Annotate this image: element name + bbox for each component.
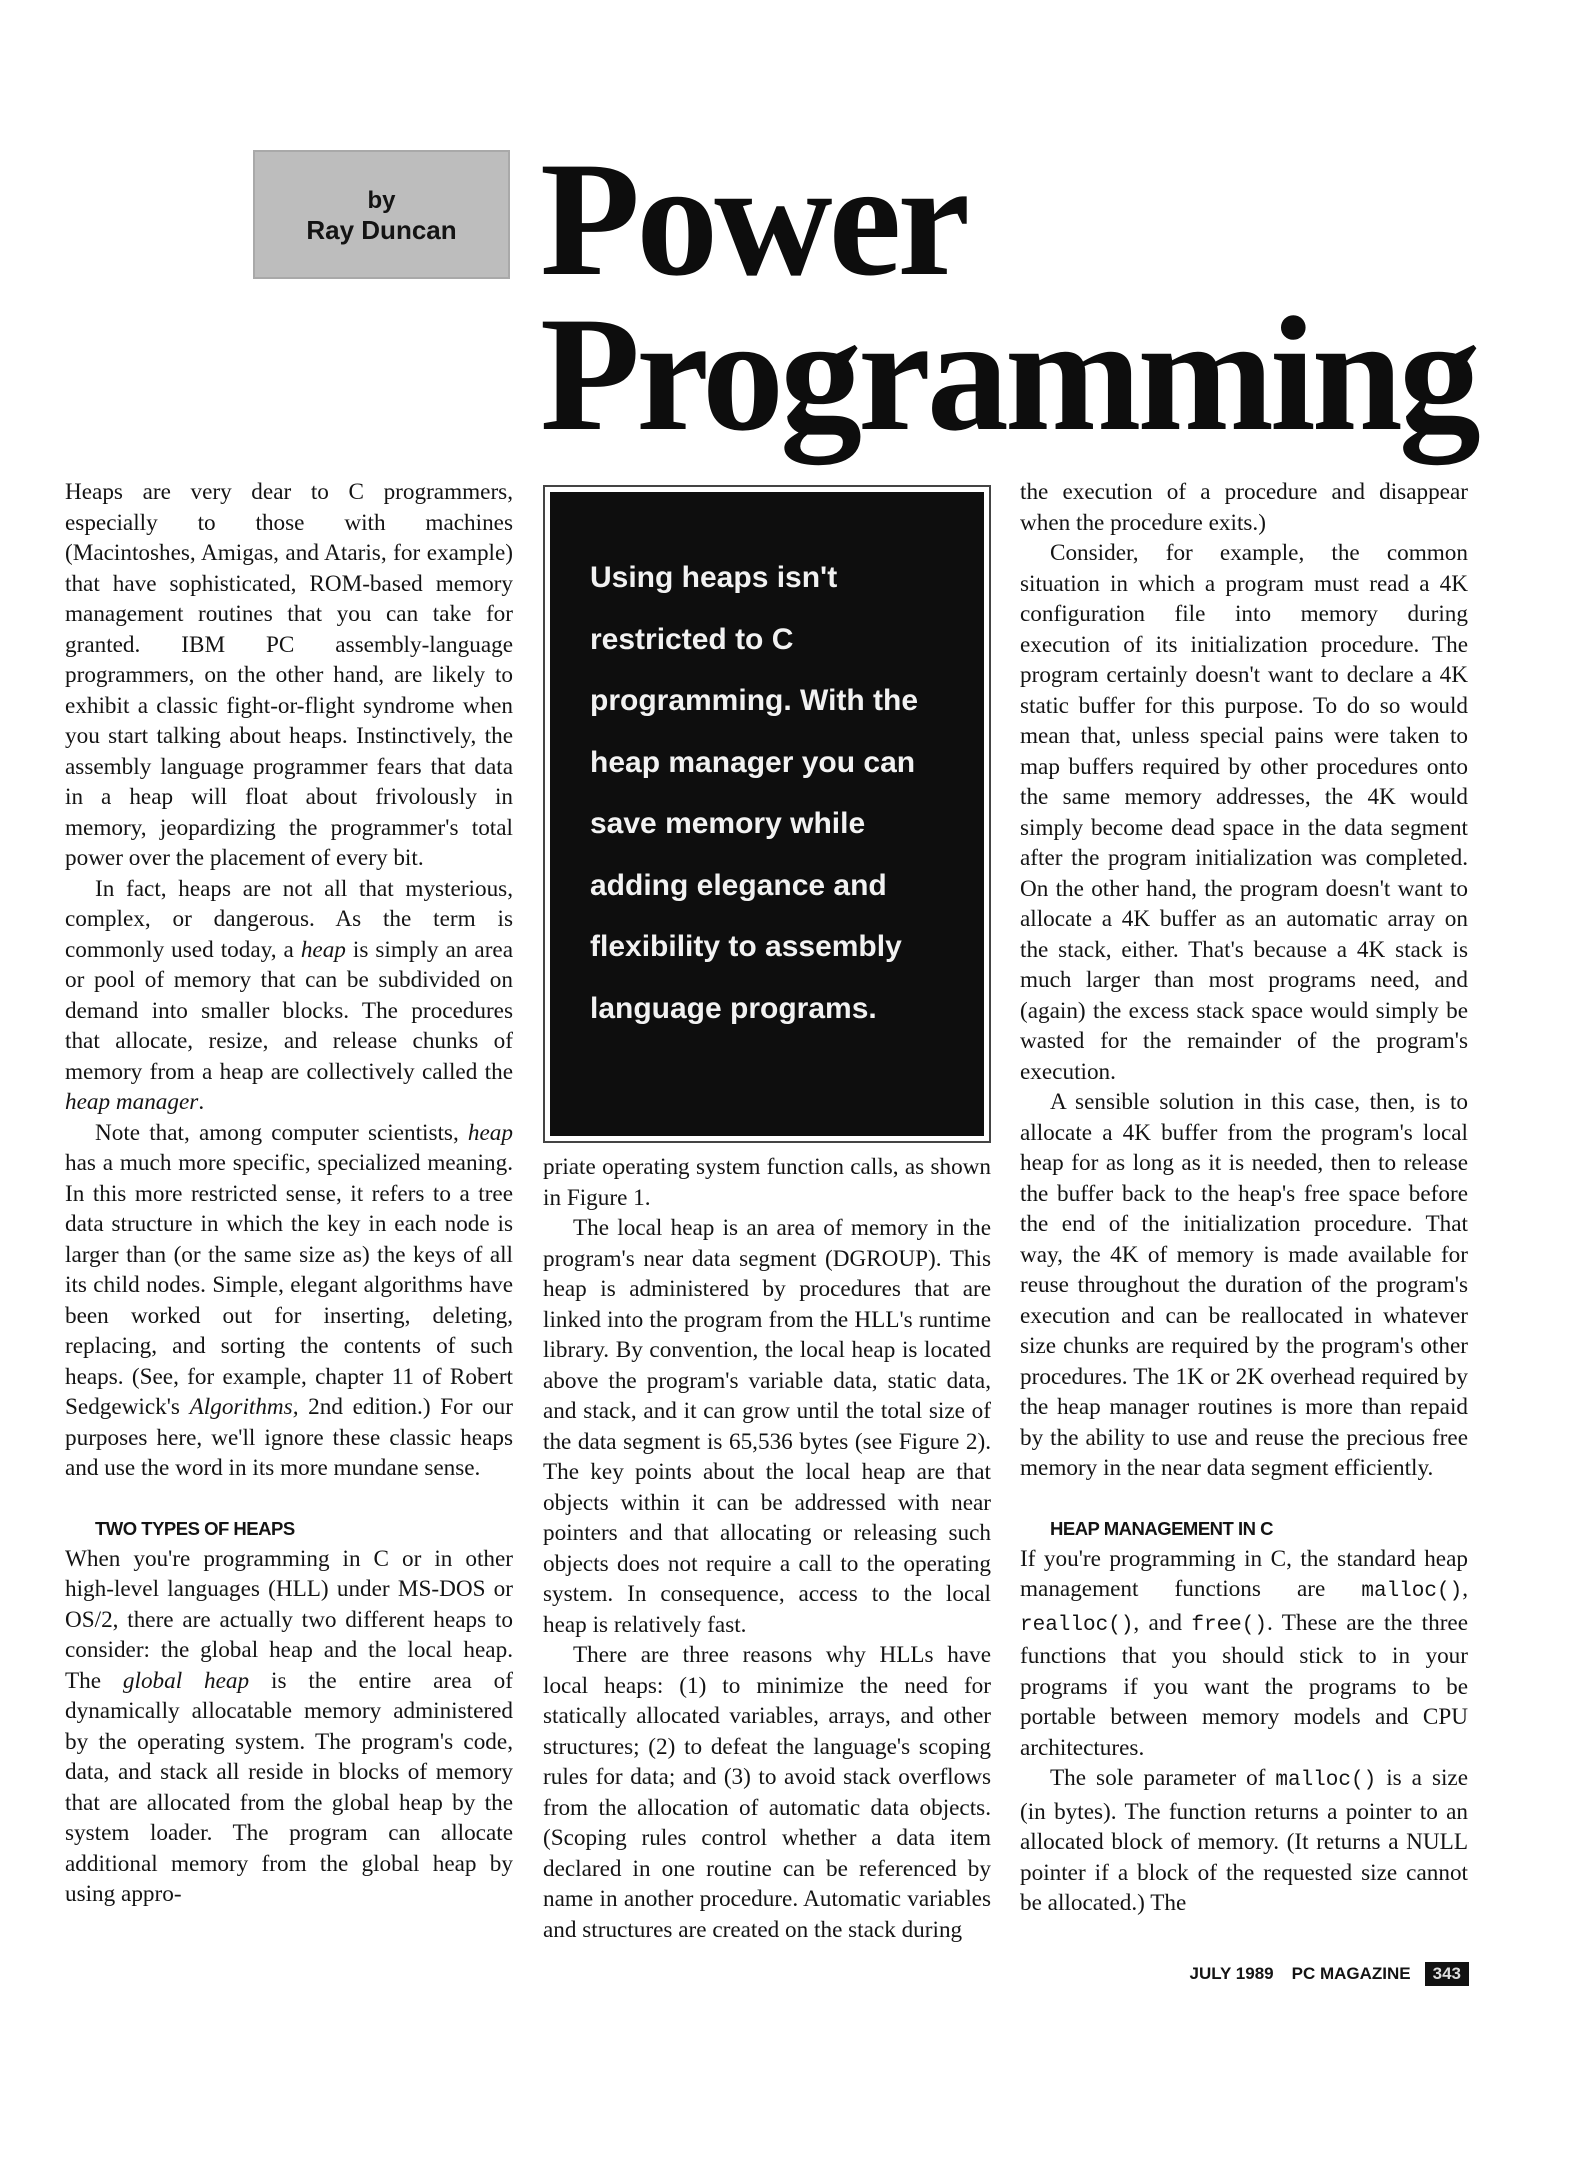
- byline-author: Ray Duncan: [306, 215, 457, 245]
- paragraph: Note that, among computer scientists, heap has a much more specific, specialized meaning. In this more restricted sense, it refers to a tree data structure in which the key in each node is larger than (or the same size as) the keys of all its child nodes. Simple, elegant algorithms have been worked out for inserting, deleting, replacing, and sorting the contents of such heaps. (See, for example, chapter 11 of Robert Sedgewick's Algorithms, 2nd edition.) For our purposes here, we'll ignore these classic heaps and use the word in its more mundane sense.: [65, 1119, 513, 1481]
- footer-date: JULY 1989: [1189, 1964, 1274, 1983]
- paragraph: the execution of a procedure and disappear when the procedure exits.): [1020, 479, 1468, 536]
- paragraph: If you're programming in C, the standard heap management functions are malloc(), realloc(), and free(). These are the three functions that you should stick to in your programs if you want the programs to be portable between memory models and CPU architectures.: [1020, 1545, 1469, 1761]
- pull-quote-box: [543, 485, 991, 1143]
- byline-box: [253, 150, 510, 279]
- column-1: [65, 477, 513, 1910]
- title-line-1: Power: [540, 129, 967, 310]
- paragraph: When you're programming in C or in other high-level languages (HLL) under MS-DOS or OS/2, there are actually two different heaps to consider: the global heap and the local heap. The global heap is the entire area of dynamically allocatable memory administered by the operating system. The program's code, data, and stack all reside in blocks of memory that are allocated from the global heap by the system loader. The program can allocate additional memory from the global heap by using appro-: [65, 1545, 513, 1907]
- byline-by: by: [367, 187, 396, 214]
- page-number: 343: [1425, 1962, 1469, 1986]
- page-footer: [1189, 1962, 1469, 1986]
- paragraph: The sole parameter of malloc() is a size (in bytes). The function returns a pointer to an allocated block of memory. (It returns a NULL pointer if a block of the requested size cannot be allocated.) The: [1020, 1765, 1468, 1916]
- paragraph: The local heap is an area of memory in the program's near data segment (DGROUP). This heap is administered by procedures that are linked into the program from the HLL's runtime library. By convention, the local heap is located above the program's variable data, static data, and stack, and it can grow until the total size of the data segment is 65,536 bytes (see Figure 2). The key points about the local heap are that objects within it can be addressed with near pointers and that allocating or releasing such objects does not require a call to the operating system. In consequence, access to the local heap is relatively fast.: [543, 1215, 991, 1638]
- paragraph: Consider, for example, the common situation in which a program must read a 4K configuration file into memory during execution of its initialization procedure. The program certainly doesn't want to declare a 4K static buffer for this purpose. To do so would mean that, unless special pains were taken to map buffers required by other procedures onto the same memory addresses, the 4K would simply become dead space in the data segment after the program initialization was completed. On the other hand, the program doesn't want to allocate a 4K buffer as an automatic array on the stack, either. That's because a 4K stack is much larger than most programs need, and (again) the excess stack space would simply be wasted for the remainder of the program's execution.: [1020, 540, 1468, 1085]
- paragraph: There are three reasons why HLLs have local heaps: (1) to minimize the need for statically allocated variables, arrays, and other structures; (2) to defeat the language's scoping rules for data; and (3) to avoid stack overflows from the allocation of automatic data objects. (Scoping rules control whether a data item declared in one routine can be referenced by name in another procedure. Automatic variables and structures are created on the stack during: [543, 1642, 991, 1943]
- paragraph: A sensible solution in this case, then, is to allocate a 4K buffer from the program's local heap for as long as it is needed, then to release the buffer back to the heap's free space before the end of the initialization procedure. That way, the 4K of memory is made available for reuse throughout the duration of the program's execution and can be reallocated in whatever size chunks are required by the program's other procedures. The 1K or 2K overhead required by the heap manager routines is more than repaid by the ability to use and reuse the precious free memory in the near data segment efficiently.: [1020, 1089, 1468, 1481]
- paragraph: priate operating system function calls, as shown in Figure 1.: [543, 1154, 991, 1211]
- footer-magazine: PC MAGAZINE: [1291, 1964, 1411, 1983]
- section-heading: TWO TYPES OF HEAPS: [95, 1517, 295, 1539]
- column-2: [543, 1152, 991, 1945]
- title-line-2: Programming: [540, 284, 1477, 465]
- paragraph: Heaps are very dear to C programmers, especially to those with machines (Macintoshes, Amigas, and Ataris, for example) that have sophisticated, ROM-based memory management routines that you can take for granted. IBM PC assembly-language programmers, on the other hand, are likely to exhibit a classic fight-or-flight syndrome when you start talking about heaps. Instinctively, the assembly language programmer fears that data in a heap will float about frivolously in memory, jeopardizing the programmer's total power over the placement of every bit.: [65, 479, 513, 871]
- pull-quote: Using heaps isn't restricted to C programming. With the heap manager you can save memory while adding elegance and flexibility to assembly language programs.: [590, 561, 919, 1025]
- paragraph: In fact, heaps are not all that mysterious, complex, or dangerous. As the term is commonly used today, a heap is simply an area or pool of memory that can be subdivided on demand into smaller blocks. The procedures that allocate, resize, and release chunks of memory from a heap are collectively called the heap manager.: [65, 875, 513, 1115]
- column-3: [1020, 477, 1468, 1919]
- section-heading: HEAP MANAGEMENT IN C: [1050, 1517, 1273, 1539]
